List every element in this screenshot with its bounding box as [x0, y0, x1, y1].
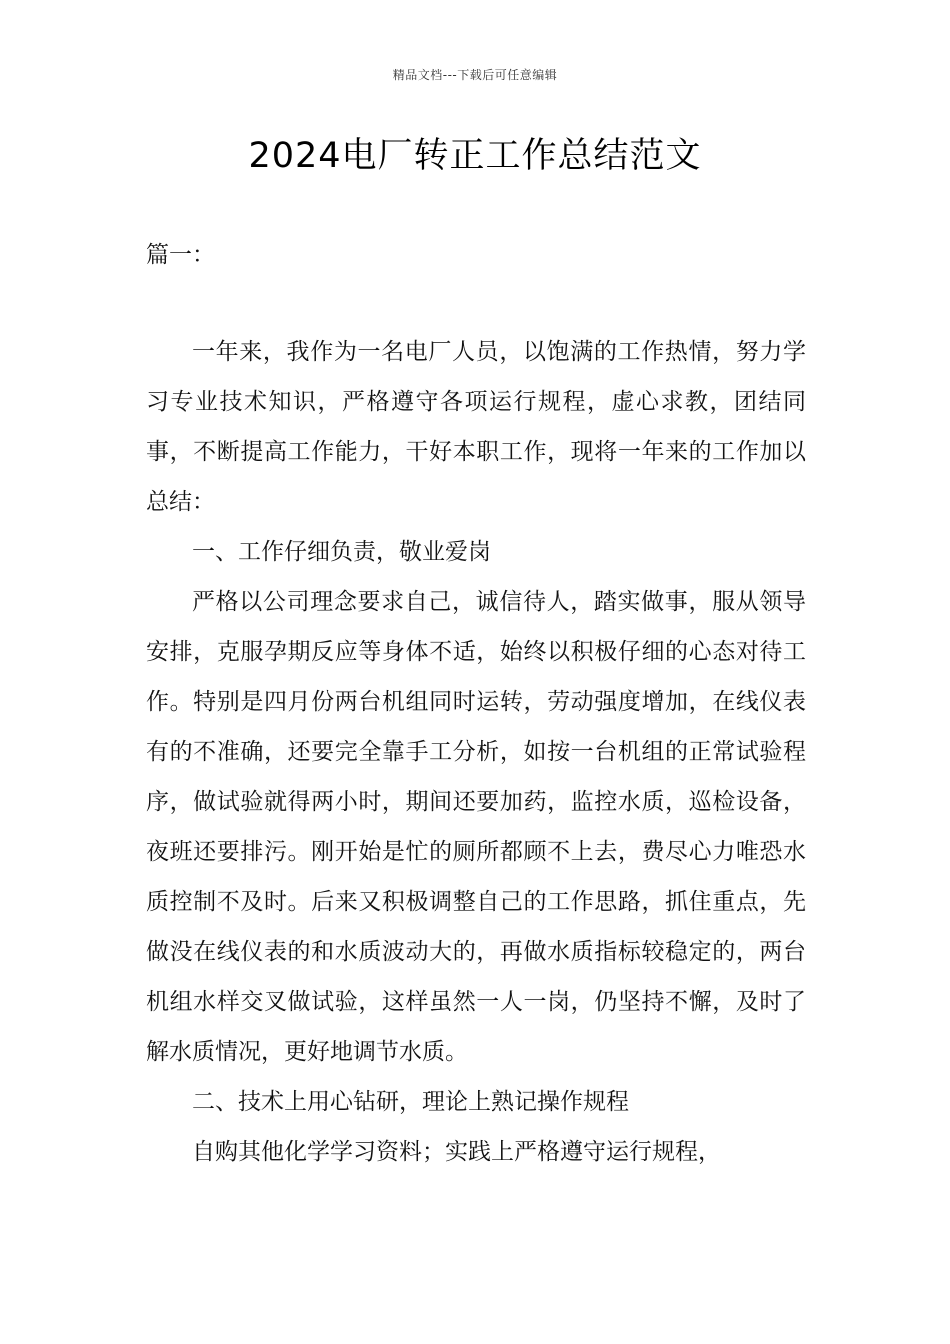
paragraph-work-attitude: 严格以公司理念要求自己，诚信待人，踏实做事，服从领导安排，克服孕期反应等身体不适，始终以积极仔细的心态对待工作。特别是四月份两台机组同时运转，劳动强度增加，在线仪表有的不准确，还要完全靠手工分析，如按一台机组的正常试验程序，做试验就得两小时，期间还要加药，监控水质，巡检设备，夜班还要排污。刚开始是忙的厕所都顾不上去，费尽心力唯恐水质控制不及时。后来又积极调整自己的工作思路，抓住重点，先做没在线仪表的和水质波动大的，再做水质指标较稳定的，两台机组水样交叉做试验，这样虽然一人一岗，仍坚持不懈，及时了解水质情况，更好地调节水质。 — [146, 589, 806, 1065]
heading-one: 一、工作仔细负责，敬业爱岗 — [192, 539, 491, 565]
document-body — [146, 327, 806, 1177]
document-title: 2024电厂转正工作总结范文 — [248, 136, 702, 176]
heading-two: 二、技术上用心钻研，理论上熟记操作规程 — [192, 1089, 629, 1115]
section-label: 篇一： — [146, 242, 215, 268]
header-note: 精品文档---下载后可任意编辑 — [392, 68, 558, 82]
paragraph-study: 自购其他化学学习资料；实践上严格遵守运行规程， — [192, 1139, 721, 1165]
paragraph-intro: 一年来，我作为一名电厂人员，以饱满的工作热情，努力学习专业技术知识，严格遵守各项运行规程，虚心求教，团结同事，不断提高工作能力，干好本职工作，现将一年来的工作加以总结： — [146, 339, 806, 515]
